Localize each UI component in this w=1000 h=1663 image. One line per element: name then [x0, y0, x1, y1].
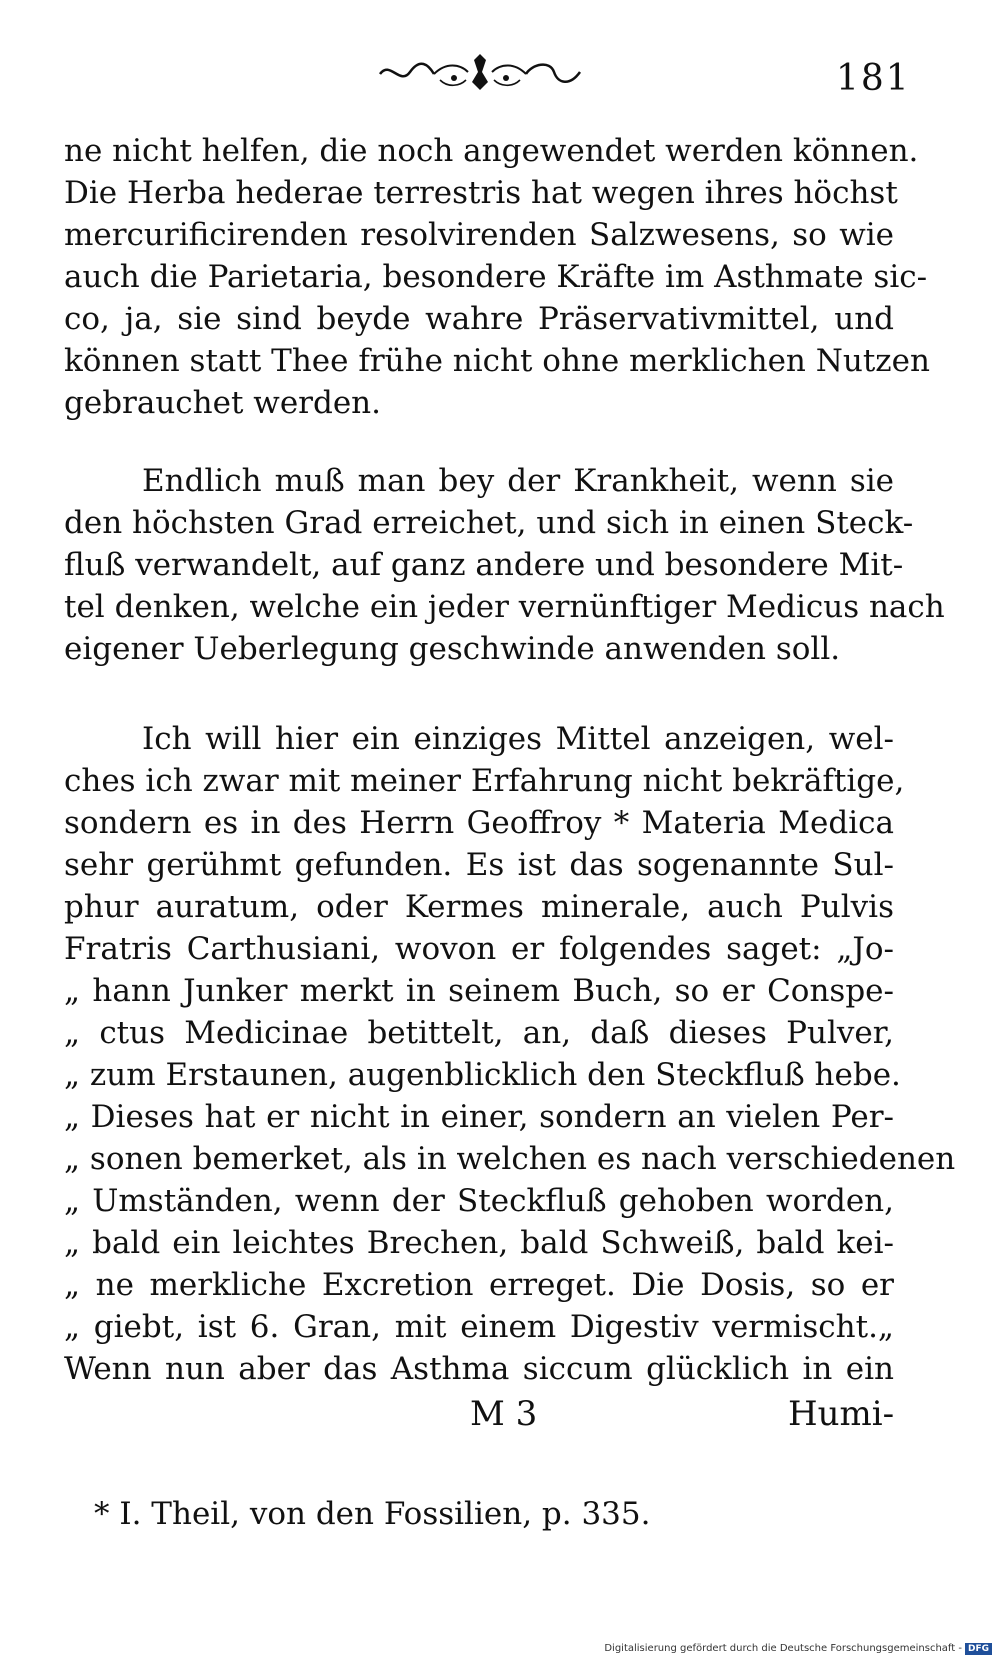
text-line: „ Dieses hat er nicht in einer, sondern an vielen Per- — [64, 1099, 894, 1135]
text-line: co, ja, sie sind beyde wahre Präservativmittel, und — [64, 301, 894, 337]
text-line: „ ne merkliche Excretion erreget. Die Dosis, so er — [64, 1267, 894, 1303]
text-line: Endlich muß man bey der Krankheit, wenn sie — [142, 463, 894, 499]
text-line: eigener Ueberlegung geschwinde anwenden soll. — [64, 631, 841, 667]
text-line: den höchsten Grad erreichet, und sich in einen Steck- — [64, 505, 914, 541]
paragraph-2 — [64, 460, 945, 670]
text-line: fluß verwandelt, auf ganz andere und besondere Mit- — [64, 547, 904, 583]
text-line: Wenn nun aber das Asthma siccum glücklich in ein — [64, 1351, 894, 1387]
footnote: * I. Theil, von den Fossilien, p. 335. — [94, 1496, 651, 1532]
paragraph-3 — [64, 718, 956, 1390]
text-line: „ Umständen, wenn der Steckfluß gehoben worden, — [64, 1183, 894, 1219]
text-line: auch die Parietaria, besondere Kräfte im Asthmate sic- — [64, 259, 928, 295]
text-line: „ hann Junker merkt in seinem Buch, so er Conspe- — [64, 973, 894, 1009]
text-line: tel denken, welche ein jeder vernünftiger Medicus nach — [64, 589, 945, 625]
text-line: Fratris Carthusiani, wovon er folgendes saget: „Jo- — [64, 931, 894, 967]
paragraph-1 — [64, 130, 930, 424]
text-line: sondern es in des Herrn Geoffroy * Materia Medica — [64, 805, 894, 841]
floral-ornament-icon — [370, 50, 590, 96]
dfg-logo: DFG — [965, 1643, 992, 1655]
text-line: gebrauchet werden. — [64, 385, 381, 421]
digitization-note: Digitalisierung gefördert durch die Deutsche Forschungsgemeinschaft - — [604, 1643, 962, 1654]
digitization-credit — [604, 1643, 992, 1655]
text-line: können statt Thee frühe nicht ohne merklichen Nutzen — [64, 343, 930, 379]
text-line: „ giebt, ist 6. Gran, mit einem Digestiv vermischt.„ — [64, 1309, 894, 1345]
text-line: „ bald ein leichtes Brechen, bald Schweiß, bald kei- — [64, 1225, 894, 1261]
text-line: mercurificirenden resolvirenden Salzwesens, so wie — [64, 217, 894, 253]
text-line: „ zum Erstaunen, augenblicklich den Steckfluß hebe. — [64, 1057, 901, 1093]
text-line: sehr gerühmt gefunden. Es ist das sogenannte Sul- — [64, 847, 894, 883]
text-line: ches ich zwar mit meiner Erfahrung nicht bekräftige, — [64, 763, 905, 799]
text-line: „ ctus Medicinae betittelt, an, daß dieses Pulver, — [64, 1015, 894, 1051]
text-line: ne nicht helfen, die noch angewendet werden können. — [64, 133, 919, 169]
text-line: phur auratum, oder Kermes minerale, auch Pulvis — [64, 889, 894, 925]
text-line: Die Herba hederae terrestris hat wegen ihres höchst — [64, 175, 898, 211]
text-line: Ich will hier ein einziges Mittel anzeigen, wel- — [142, 721, 894, 757]
signature-mark: M 3 — [470, 1394, 538, 1434]
text-line: „ sonen bemerket, als in welchen es nach verschiedenen — [64, 1141, 956, 1177]
page-number: 181 — [836, 58, 911, 99]
catchword: Humi- — [788, 1394, 895, 1434]
